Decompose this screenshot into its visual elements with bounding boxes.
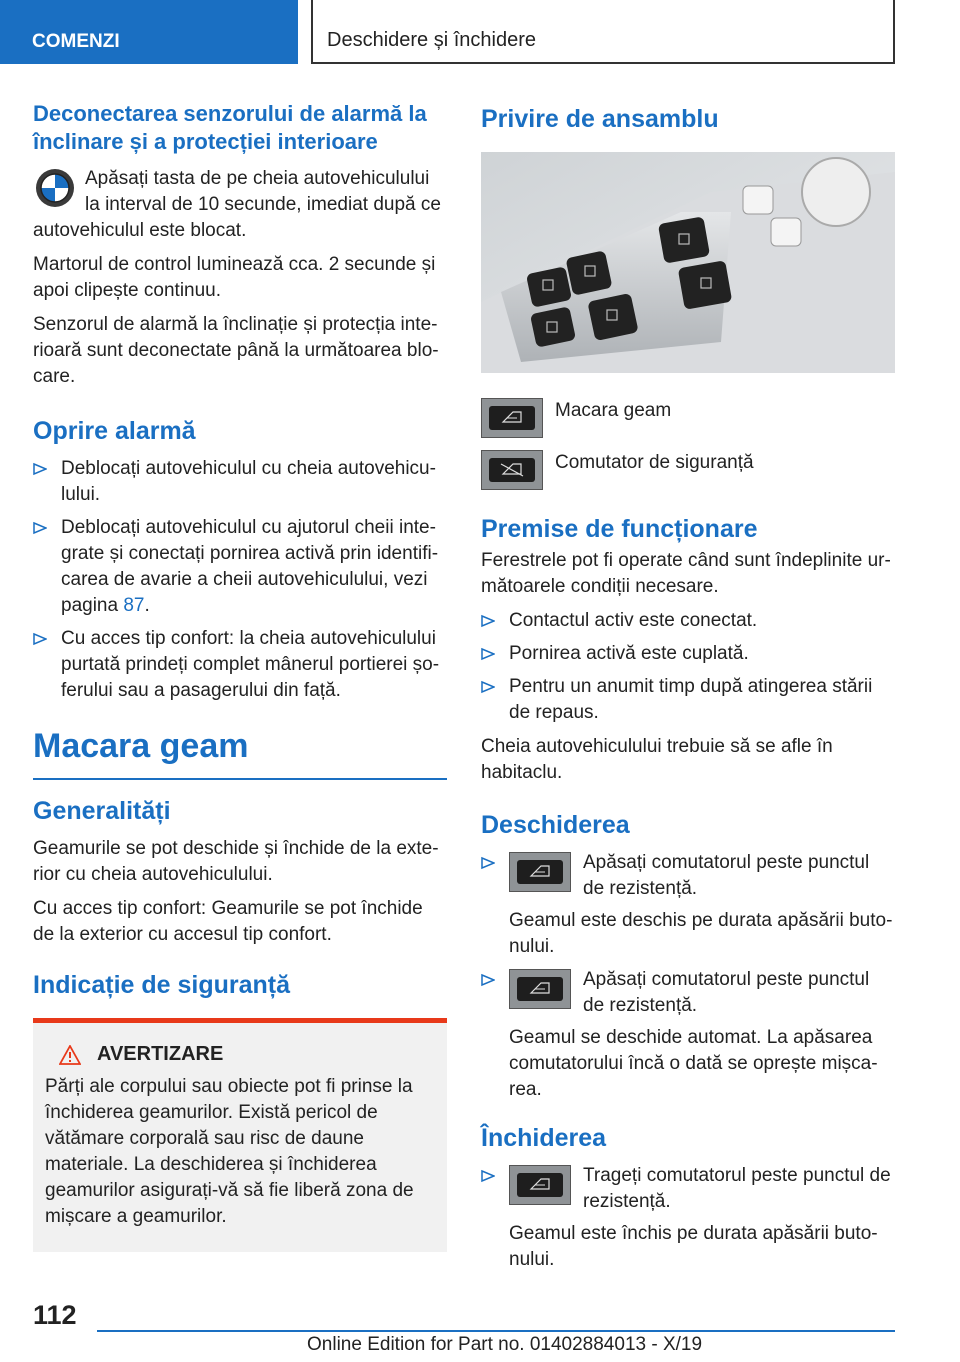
paragraph: Cu acces tip confort: Geamurile se pot închide de la exterior cu accesul tip confort. [33, 898, 423, 945]
paragraph-text: Apăsați tasta de pe cheia autovehiculului la interval de 10 secunde, imediat după ce autovehiculul este blocat. [33, 168, 441, 241]
stop-alarm-steps [33, 456, 447, 704]
heading-stop-alarm: Oprire alarmă [33, 417, 196, 445]
warning-title: AVERTIZARE [45, 1043, 435, 1066]
left-column [33, 100, 447, 1252]
paragraph: Ferestrele pot fi operate când sunt îndeplinite următoarele condiții necesare. [481, 550, 891, 597]
list-item: Trageți comutatorul peste punctul de rezistență. Geamul este închis pe durata apăsării butonului. [481, 1163, 895, 1273]
list-item: Cu acces tip confort: la cheia autovehiculului purtată prindeți complet mânerul portierei șoferului sau a pasagerului din față. [33, 626, 447, 704]
legend-label: Comutator de siguranță [555, 452, 754, 473]
list-item: Pentru un anumit timp după atingerea stării de repaus. [481, 674, 895, 726]
step-arrow-icon [481, 680, 495, 694]
paragraph: Martorul de control luminează cca. 2 secunde și apoi clipește continuu. [33, 254, 436, 301]
window-lift-button-icon [509, 1165, 571, 1205]
warning-triangle-icon [59, 1045, 81, 1065]
heading-general: Generalități [33, 797, 171, 825]
legend-safety-switch [481, 450, 895, 490]
chapter-label: COMENZI [32, 31, 120, 52]
list-item: Pornirea activă este cuplată. [481, 641, 895, 667]
step-arrow-icon [481, 1169, 495, 1183]
step-arrow-icon [481, 856, 495, 870]
edition-note: Online Edition for Part no. 01402884013 - X/19 [307, 1334, 703, 1355]
list-item: Deblocați autovehiculul cu cheia autovehiculului. [33, 456, 447, 508]
window-switch-panel-photo [481, 152, 895, 373]
list-item: Contactul activ este conectat. [481, 608, 895, 634]
window-lift-button-icon [481, 398, 543, 438]
paragraph: Geamurile se pot deschide și închide de la exterior cu cheia autovehiculului. [33, 838, 439, 885]
heading-window-lift: Macara geam [33, 724, 447, 780]
window-lift-button-icon [509, 969, 571, 1009]
paragraph: Cheia autovehiculului trebuie să se afle în habitaclu. [481, 736, 833, 783]
heading-overview: Privire de ansamblu [481, 105, 719, 133]
safety-switch-button-icon [481, 450, 543, 490]
paragraph: Senzorul de alarmă la înclinație și protecția interioară sunt deconectate până la următoarea blocare. [33, 314, 439, 387]
prerequisite-steps [481, 608, 895, 726]
section-header [311, 0, 895, 64]
paragraph [33, 166, 447, 244]
step-arrow-icon [481, 614, 495, 628]
section-label: Deschidere și închidere [327, 29, 536, 51]
bmw-key-button-icon [35, 168, 75, 208]
warning-text: Părți ale corpului sau obiecte pot fi prinse la închiderea geamurilor. Există pericol de vătămare corporală sau risc de daune materiale. La deschiderea și închiderea geamurilor asigurați-vă să fie liberă zona de mișcare a geamurilor. [45, 1076, 414, 1227]
opening-steps [481, 850, 895, 1103]
window-lift-button-icon [509, 852, 571, 892]
heading-prerequisites: Premise de funcționare [481, 515, 758, 543]
page-link[interactable]: 87 [123, 595, 145, 616]
right-column [481, 100, 895, 1281]
step-arrow-icon [481, 973, 495, 987]
closing-steps [481, 1163, 895, 1273]
step-arrow-icon [33, 632, 47, 646]
step-arrow-icon [33, 462, 47, 476]
page-number: 112 [33, 1300, 77, 1330]
heading-safety: Indicație de siguranță [33, 971, 291, 999]
heading-closing: Închiderea [481, 1124, 607, 1152]
legend-label: Macara geam [555, 400, 672, 421]
list-item: Apăsați comutatorul peste punctul de rezistență. Geamul este deschis pe durata apăsării butonului. [481, 850, 895, 960]
heading-opening: Deschiderea [481, 811, 630, 839]
legend-window-lift [481, 398, 895, 438]
step-arrow-icon [481, 647, 495, 661]
list-item: Apăsați comutatorul peste punctul de rezistență. Geamul se deschide automat. La apăsarea comutatorului încă o dată se oprește mișcarea. [481, 967, 895, 1103]
list-item: Deblocați autovehiculul cu ajutorul cheii integrate și conectați pornirea activă prin identificarea de avarie a cheii autovehiculului, vezi pagina 87. [33, 515, 447, 619]
chapter-tab [0, 0, 298, 64]
footer-divider [97, 1330, 895, 1332]
heading-alarm-deactivation: Deconectarea senzorului de alarmă la înclinare și a protecției interioare [33, 101, 427, 154]
warning-box [33, 1018, 447, 1252]
step-arrow-icon [33, 521, 47, 535]
